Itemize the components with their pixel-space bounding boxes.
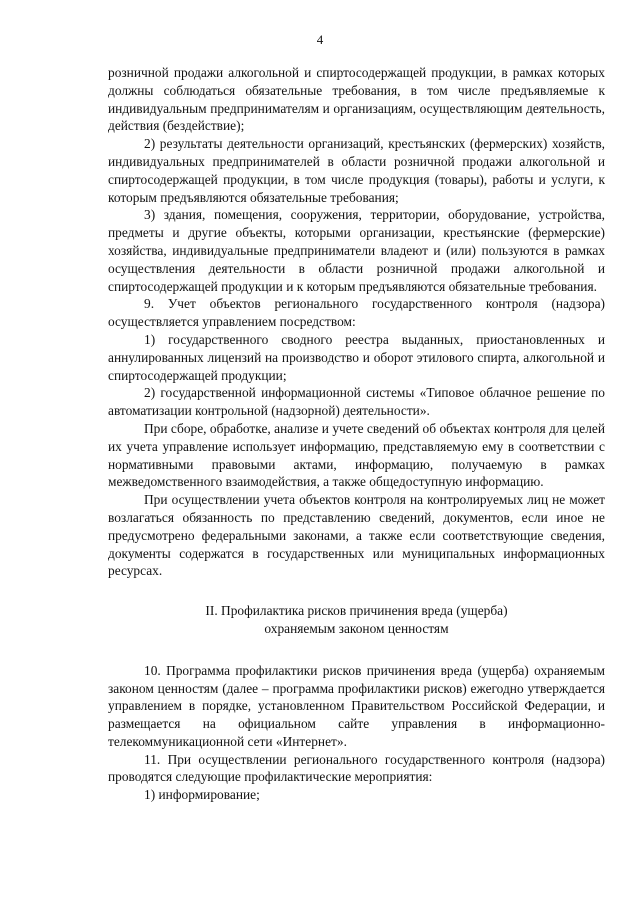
paragraph-clause-11: 11. При осуществлении регионального государственного контроля (надзора) проводятся следующие профилактические мероприятия: <box>108 751 605 785</box>
page-number: 4 <box>316 32 324 47</box>
section-heading-line-2: охраняемым законом ценностям <box>264 620 449 636</box>
paragraph-data-obligations: При осуществлении учета объектов контроля на контролируемых лиц не может возлагаться обязанность по представлению сведений, документов, если иное не предусмотрено федеральными законами, а также если соответствующие сведения, документы содержатся в государственных или муниципальных информационных ресурсах. <box>108 492 605 579</box>
paragraph-clause-10: 10. Программа профилактики рисков причинения вреда (ущерба) охраняемым законом ценностям (далее – программа профилактики рисков) ежегодно утверждается управлением в порядке, установленном Правительством Российской Федерации, и размещается на официальном сайте управления в информационно-телекоммуникационной сети «Интернет». <box>108 662 605 749</box>
paragraph-item-2: 2) результаты деятельности организаций, крестьянских (фермерских) хозяйств, индивидуальных предпринимателей в области розничной продажи алкогольной и спиртосодержащей продукции, в том числе продукция (товары), работы и услуги, к которым предъявляются обязательные требования; <box>108 136 605 205</box>
paragraph-item-3: 3) здания, помещения, сооружения, территории, оборудование, устройства, предметы и другие объекты, которыми организации, крестьянские (фермерские) хозяйства, индивидуальные предприниматели владеют и (или) пользуются в рамках осуществления деятельности в области розничной продажи алкогольной и спиртосодержащей продукции и к которым предъявляются обязательные требования. <box>108 207 605 294</box>
paragraph-data-collection: При сборе, обработке, анализе и учете сведений об объектах контроля для целей их учета управление использует информацию, представляемую ему в соответствии с нормативными правовыми актами, информацию, получаемую в рамках межведомственного взаимодействия, а также общедоступную информацию. <box>108 420 605 490</box>
paragraph-continuation: розничной продажи алкогольной и спиртосодержащей продукции, в рамках которых должны соблюдаться обязательные требования, в том числе предъявляемые к индивидуальным предпринимателям и организациям, осуществляющим деятельность, действия (бездействие); <box>108 65 605 134</box>
paragraph-clause-9-item-1: 1) государственного сводного реестра выданных, приостановленных и аннулированных лицензий на производство и оборот этилового спирта, алкогольной и спиртосодержащей продукции; <box>108 331 605 383</box>
section-heading-line-1: II. Профилактика рисков причинения вреда (ущерба) <box>205 603 508 619</box>
paragraph-clause-9: 9. Учет объектов регионального государственного контроля (надзора) осуществляется управлением посредством: <box>108 296 605 330</box>
paragraph-clause-11-item-1: 1) информирование; <box>144 787 260 803</box>
document-body <box>108 64 605 804</box>
section-heading <box>108 602 605 638</box>
paragraph-clause-9-item-2: 2) государственной информационной системы «Типовое облачное решение по автоматизации контрольной (надзорной) деятельности». <box>108 385 605 419</box>
